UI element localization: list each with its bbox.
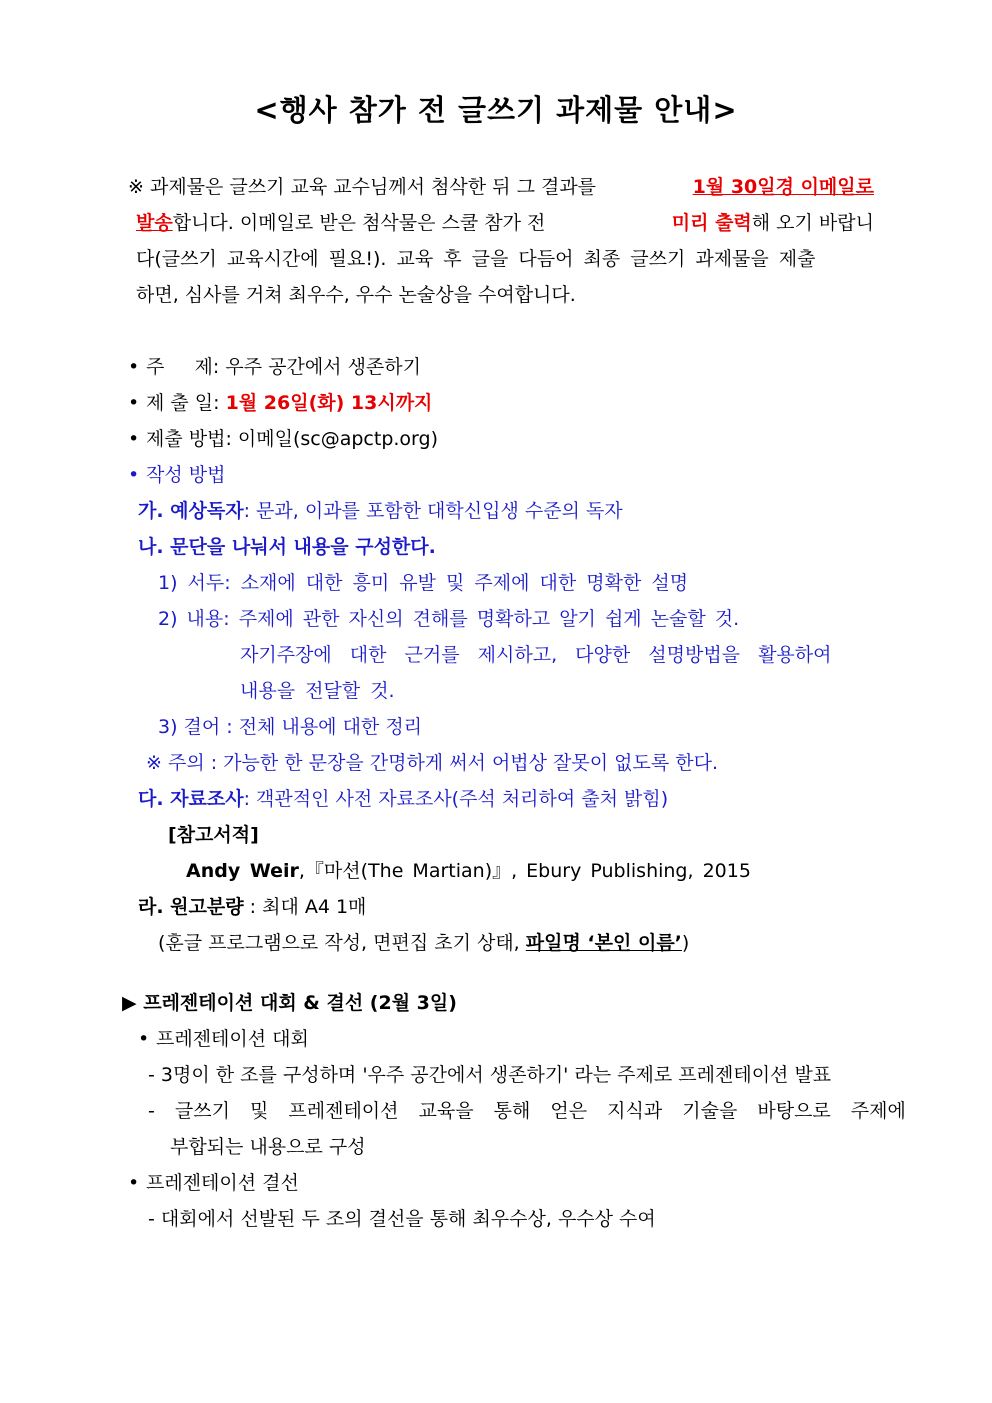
body-text: 자기주장에 대한 근거를 제시하고, 다양한 설명방법을 활용하여 (240, 644, 832, 666)
notice-line-2 (136, 212, 874, 235)
bullet-icon: • (128, 1172, 140, 1194)
method-label: 제출 방법: (146, 428, 232, 450)
reader-label: 가. 예상독자 (138, 500, 244, 522)
method-item (128, 428, 438, 451)
notice-highlight-send: 발송 (136, 212, 173, 234)
length-note-text: (훈글 프로그램으로 작성, 면편집 초기 상태, (158, 932, 526, 954)
bullet-icon: • (128, 356, 140, 378)
topic-label: 주 제: (146, 356, 220, 378)
notice-line-4: 하면, 심사를 거쳐 최우수, 우수 논술상을 수여합니다. (136, 284, 576, 306)
writing-method-item (128, 464, 225, 487)
bullet-icon: • (138, 1028, 150, 1050)
research-item (138, 788, 668, 811)
paragraph-item (138, 536, 436, 559)
topic-value: 우주 공간에서 생존하기 (225, 356, 421, 378)
contest-detail-2-text: - 글쓰기 및 프레젠테이션 교육을 통해 얻은 지식과 기술을 바탕으로 주제에 (148, 1100, 906, 1122)
notice-highlight-print: 미리 출력 (671, 212, 752, 234)
presentation-header-text: ▶ 프레젠테이션 대회 & 결선 (2월 3일) (122, 992, 457, 1014)
length-item (138, 896, 366, 919)
due-item (128, 392, 432, 415)
reference-author: Andy Weir (186, 860, 299, 882)
contest-detail-2 (148, 1100, 906, 1123)
notice-line-3: 다(글쓰기 교육시간에 필요!). 교육 후 글을 다듬어 최종 글쓰기 과제물을 제출 (136, 248, 816, 270)
reference-title (168, 824, 259, 847)
reader-text: : 문과, 이과를 포함한 대학신입생 수준의 독자 (243, 500, 623, 522)
length-label: 라. 원고분량 (138, 896, 244, 918)
length-note (158, 932, 689, 955)
final-title: 프레젠테이션 결선 (146, 1172, 299, 1194)
filename-rule: 파일명 ‘본인 이름’ (525, 932, 682, 954)
intro-item: 1) 서두: 소재에 대한 흥미 유발 및 주제에 대한 명확한 설명 (158, 572, 689, 594)
contest-detail-2-cont: 부합되는 내용으로 구성 (170, 1136, 366, 1158)
contest-item (138, 1028, 309, 1051)
notice-highlight-date: 1월 30일경 이메일로 (692, 176, 874, 198)
body-item-cont (240, 644, 874, 667)
bullet-icon: • (128, 428, 140, 450)
presentation-header (122, 992, 457, 1015)
caution-item: ※ 주의 : 가능한 한 문장을 간명하게 써서 어법상 잘못이 없도록 한다. (146, 752, 719, 774)
due-label: 제 출 일: (146, 392, 220, 414)
reference-details: ,『마션(The Martian)』, Ebury Publishing, 2015 (298, 860, 751, 882)
notice-text: ※ 과제물은 글쓰기 교육 교수님께서 첨삭한 뒤 그 결과를 (128, 176, 597, 198)
paragraph-label: 나. 문단을 나눠서 내용을 구성한다. (138, 536, 436, 558)
length-note-close: ) (681, 932, 690, 954)
bullet-icon: • (128, 392, 140, 414)
bullet-icon: • (128, 464, 140, 486)
body-item: 2) 내용: 주제에 관한 자신의 견해를 명확하고 알기 쉽게 논술할 것. (158, 608, 740, 630)
contest-detail-1: - 3명이 한 조를 구성하며 '우주 공간에서 생존하기' 라는 주제로 프레젠테이션 발표 (148, 1064, 832, 1086)
conclusion-item: 3) 결어 : 전체 내용에 대한 정리 (158, 716, 423, 738)
notice-text: 해 오기 바랍니 (751, 212, 874, 234)
final-detail: - 대회에서 선발된 두 조의 결선을 통해 최우수상, 우수상 수여 (148, 1208, 656, 1230)
contest-title: 프레젠테이션 대회 (156, 1028, 309, 1050)
research-text: : 객관적인 사전 자료조사(주석 처리하여 출처 밝힘) (243, 788, 669, 810)
writing-method-title: 작성 방법 (146, 464, 226, 486)
notice-line-1 (128, 176, 874, 199)
reference-entry (186, 860, 751, 883)
reader-item (138, 500, 623, 523)
reference-title-text: [참고서적] (168, 824, 259, 846)
page-title: <행사 참가 전 글쓰기 과제물 안내> (254, 93, 738, 127)
research-label: 다. 자료조사 (138, 788, 244, 810)
body-item-cont-2: 내용을 전달할 것. (240, 680, 395, 702)
method-value: 이메일(sc@apctp.org) (237, 428, 439, 450)
due-value: 1월 26일(화) 13시까지 (225, 392, 433, 414)
final-item (128, 1172, 299, 1195)
length-text: : 최대 A4 1매 (243, 896, 367, 918)
topic-item (128, 356, 421, 379)
notice-text: 합니다. 이메일로 받은 첨삭물은 스쿨 참가 전 (172, 212, 546, 234)
